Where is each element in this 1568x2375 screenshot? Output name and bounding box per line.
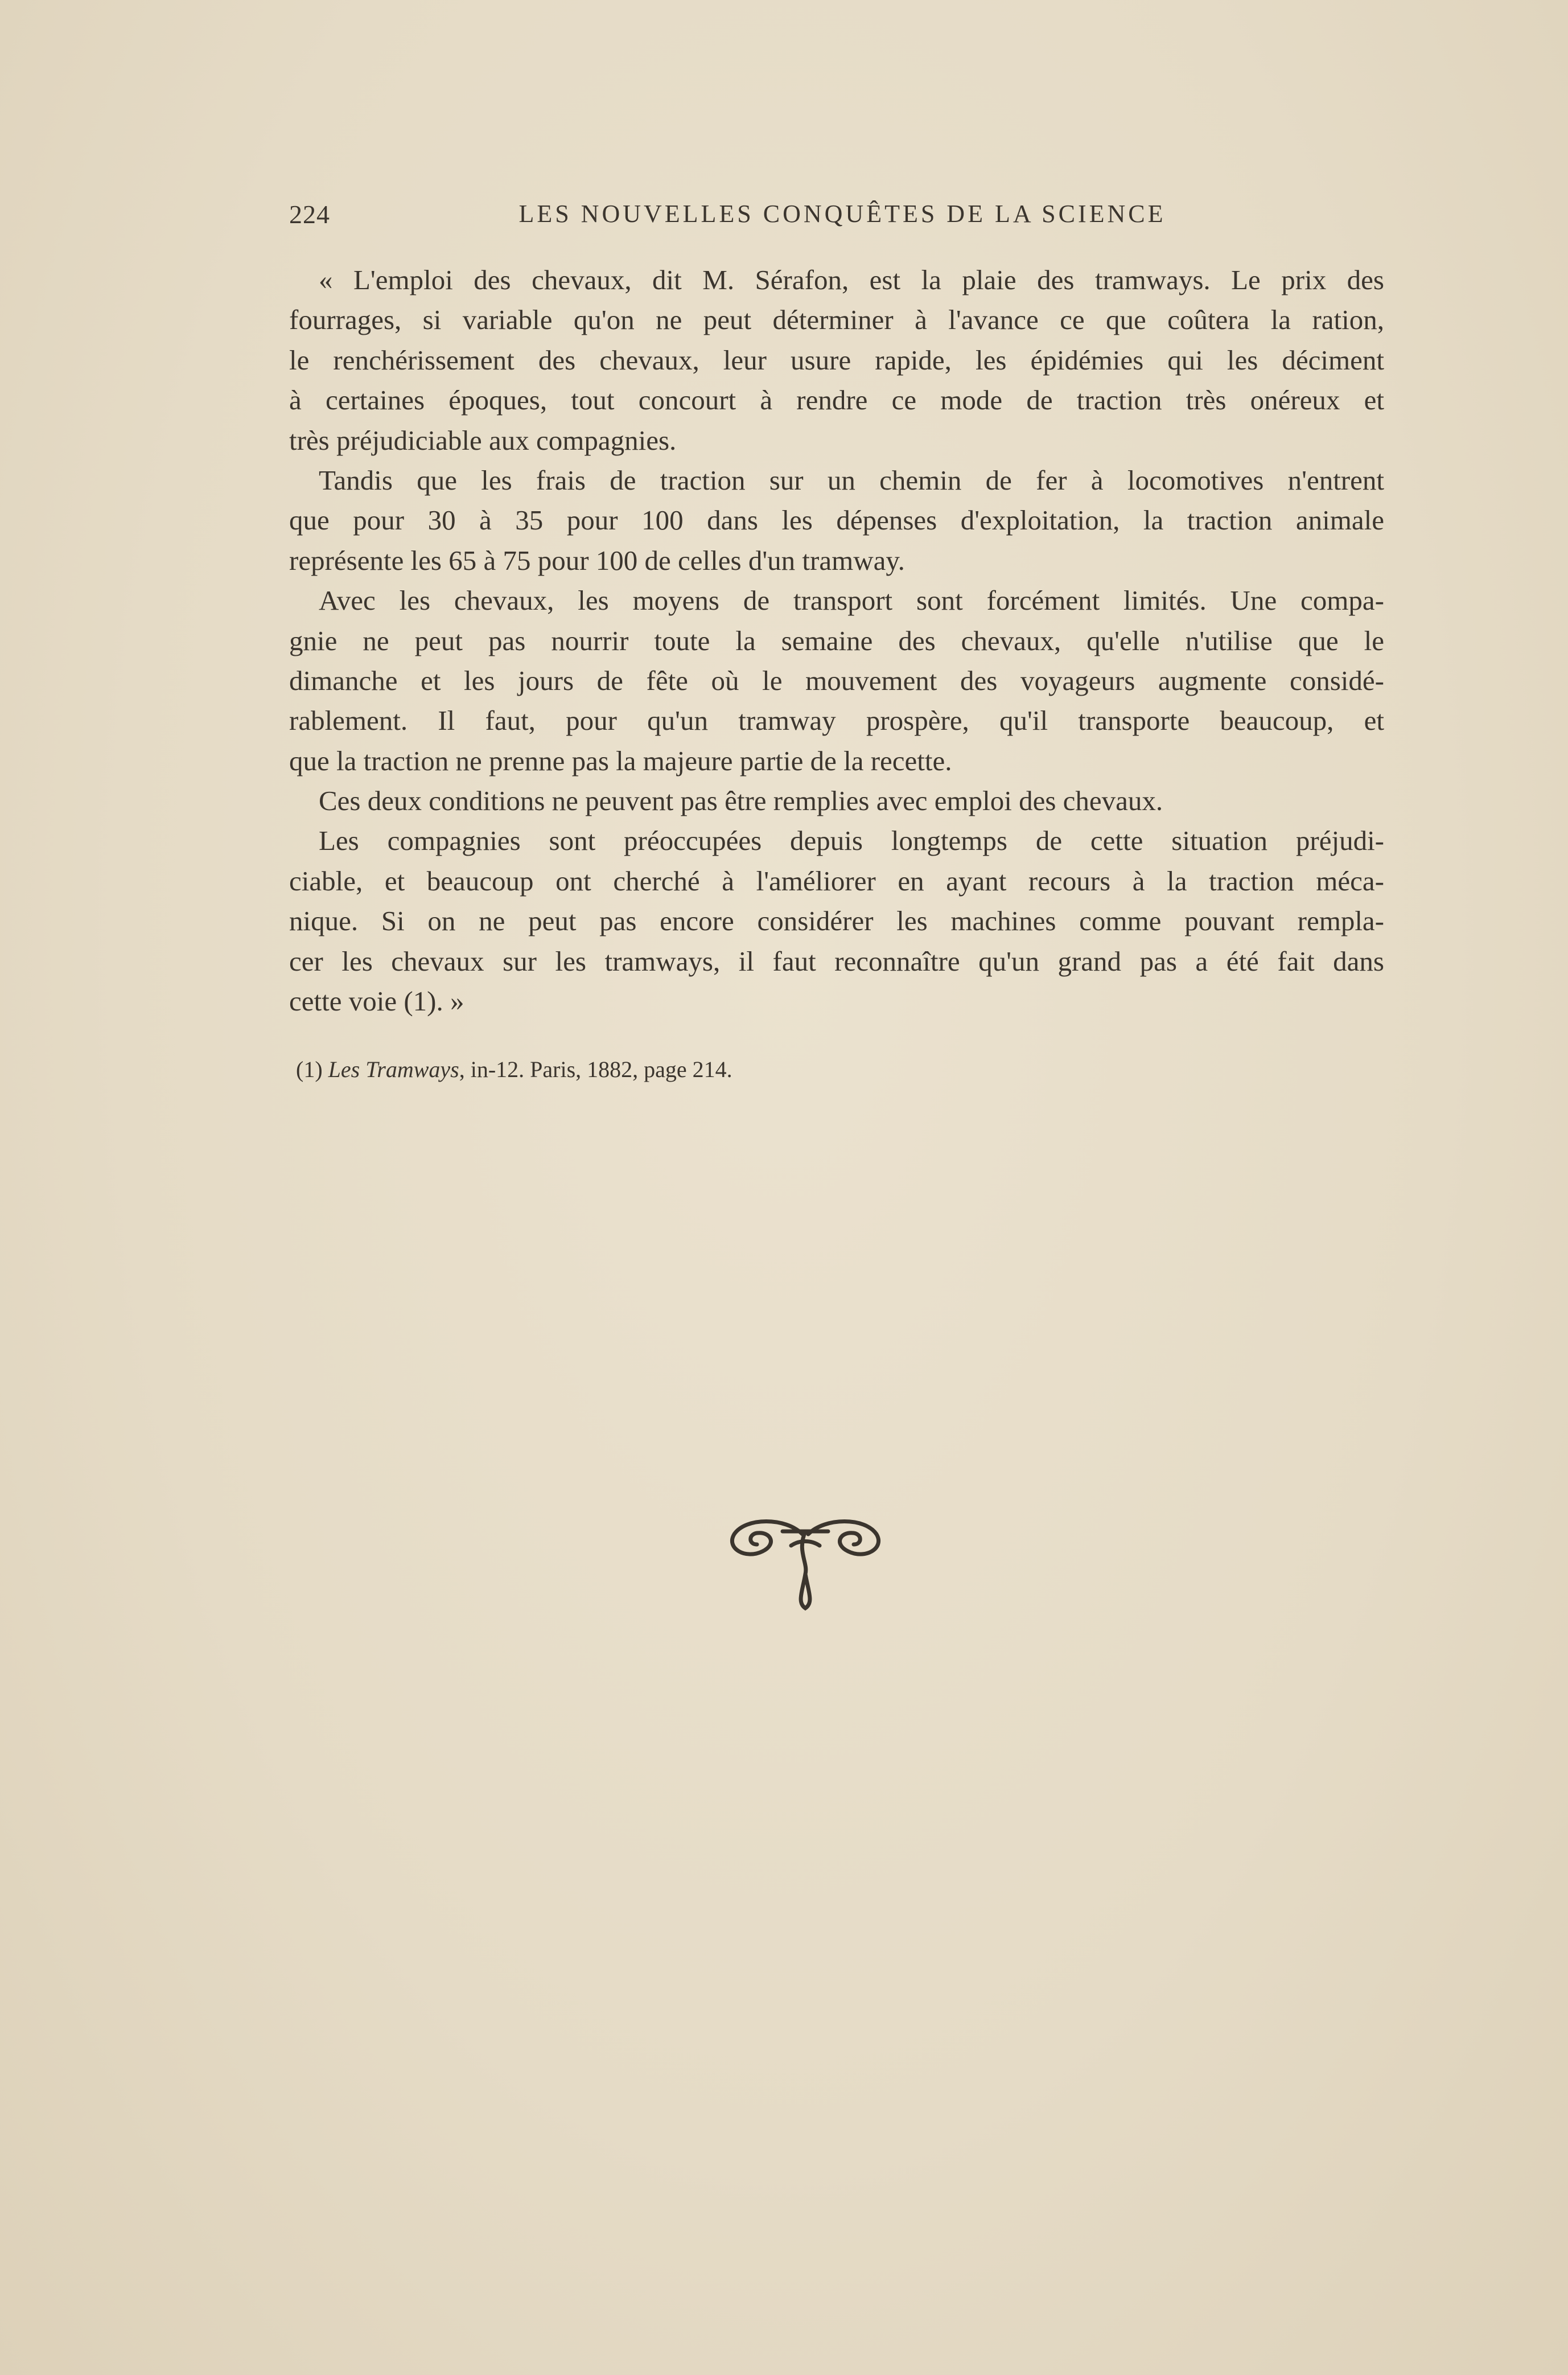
text-line: dimanche et les jours de fête où le mouvement des voyageurs augmente considé- [289,664,1384,696]
paragraph [289,821,1384,1021]
text-line: cette voie (1). » [289,985,464,1017]
text-line: rablement. Il faut, pour qu'un tramway prospère, qu'il transporte beaucoup, et [289,705,1384,737]
footnote-reference: , in-12. Paris, 1882, page 214. [459,1057,732,1082]
text-line: très préjudiciable aux compagnies. [289,424,677,456]
text-line: nique. Si on ne peut pas encore considérer les machines comme pouvant rempla- [289,905,1384,937]
text-line: gnie ne peut pas nourrir toute la semaine des chevaux, qu'elle n'utilise que le [289,624,1384,656]
text-line: que la traction ne prenne pas la majeure partie de la recette. [289,745,952,776]
text-line: ciable, et beaucoup ont cherché à l'améliorer en ayant recours à la traction méca- [289,865,1384,897]
footnote [296,1056,732,1083]
body-text [289,260,1384,1021]
text-line: à certaines époques, tout concourt à rendre ce mode de traction très onéreux et [289,384,1384,416]
paragraph [289,260,1384,461]
text-line: représente les 65 à 75 pour 100 de celles d'un tramway. [289,544,905,576]
text-line: le renchérissement des chevaux, leur usure rapide, les épidémies qui les déciment [289,344,1384,376]
running-title: LES NOUVELLES CONQUÊTES DE LA SCIENCE [518,200,1166,228]
text-line: fourrages, si variable qu'on ne peut déterminer à l'avance ce que coûtera la ration, [289,304,1384,336]
text-line: Avec les chevaux, les moyens de transport sont forcément limités. Une compa- [319,585,1384,617]
paragraph [289,461,1384,581]
footnote-marker: (1) [296,1057,328,1082]
page-number: 224 [289,200,330,229]
text-line: « L'emploi des chevaux, dit M. Sérafon, est la plaie des tramways. Le prix des [319,264,1384,295]
text-line: Tandis que les frais de traction sur un chemin de fer à locomotives n'entrent [319,464,1384,496]
footnote-book-title: Les Tramways [328,1057,459,1082]
text-line: Ces deux conditions ne peuvent pas être remplies avec emploi des chevaux. [319,785,1163,817]
text-line: que pour 30 à 35 pour 100 dans les dépenses d'exploitation, la traction animale [289,504,1384,536]
paragraph [289,781,1384,821]
paragraph [289,581,1384,781]
text-line: Les compagnies sont préoccupées depuis longtemps de cette situation préjudi- [319,825,1384,857]
ornament-fleuron-icon [723,1511,888,1614]
text-line: cer les chevaux sur les tramways, il faut reconnaître qu'un grand pas a été fait dans [289,945,1384,977]
